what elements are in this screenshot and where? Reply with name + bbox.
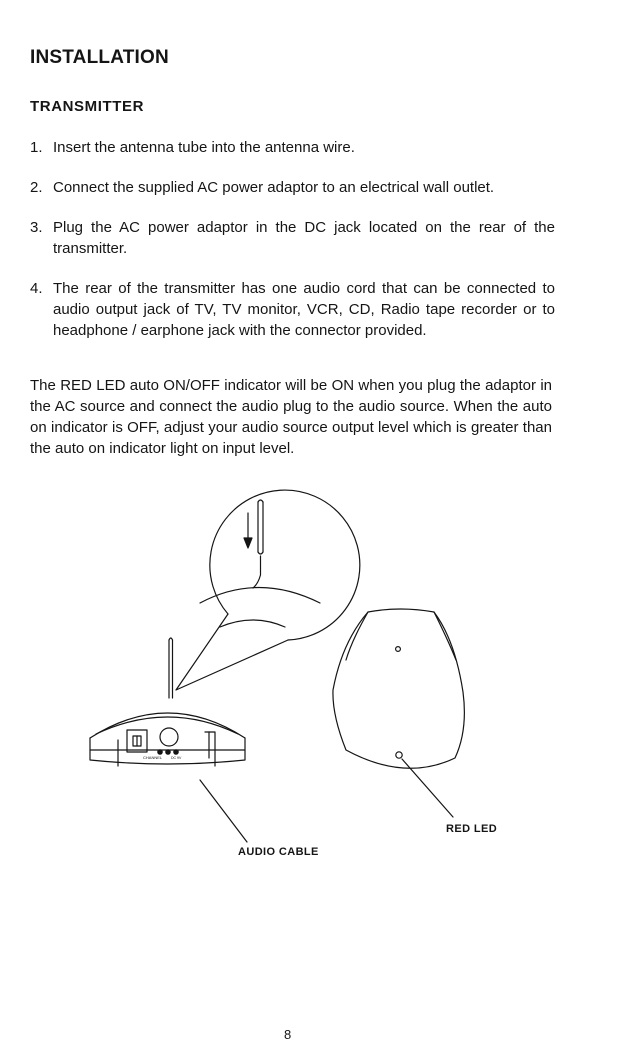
power-label: DC 9V xyxy=(171,756,182,760)
step-text: The rear of the transmitter has one audio cord that can be connected to audio output jack of TV, TV monitor, VCR, CD, Radio tape recorder or to headphone / earphone jack with the connector provided. xyxy=(53,280,555,339)
receiver-housing xyxy=(333,609,464,768)
step-number: 1. xyxy=(30,139,43,156)
step-text: Insert the antenna tube into the antenna wire. xyxy=(53,139,355,156)
red-led-leader-line xyxy=(402,759,453,817)
magnified-detail-circle xyxy=(176,490,360,690)
down-arrow-icon xyxy=(244,513,252,548)
step-item xyxy=(30,137,555,158)
page-title: INSTALLATION xyxy=(30,47,169,68)
step-item xyxy=(30,177,555,198)
step-number: 4. xyxy=(30,280,43,297)
page-number: 8 xyxy=(284,1027,292,1042)
step-item xyxy=(30,278,555,341)
transmitter-unit xyxy=(90,638,245,766)
step-item xyxy=(30,217,555,259)
red-led-icon xyxy=(396,752,402,758)
step-text: Plug the AC power adaptor in the DC jack located on the rear of the transmitter. xyxy=(53,219,555,257)
led-indicator-note: The RED LED auto ON/OFF indicator will be ON when you plug the adaptor in the AC source and connect the audio plug to the audio source. When the auto on indicator is OFF, adjust your audio source output level which is greater than the auto on indicator light on input level. xyxy=(30,377,552,457)
step-number: 3. xyxy=(30,219,43,236)
section-title: TRANSMITTER xyxy=(30,98,145,115)
installation-steps xyxy=(30,137,555,360)
audio-cable-label: AUDIO CABLE xyxy=(238,846,319,858)
channel-label: CHANNEL xyxy=(143,755,163,760)
red-led-label: RED LED xyxy=(446,823,498,835)
step-number: 2. xyxy=(30,179,43,196)
audio-cable-leader-line xyxy=(200,780,247,842)
installation-diagram xyxy=(0,480,622,880)
step-text: Connect the supplied AC power adaptor to an electrical wall outlet. xyxy=(53,179,495,196)
